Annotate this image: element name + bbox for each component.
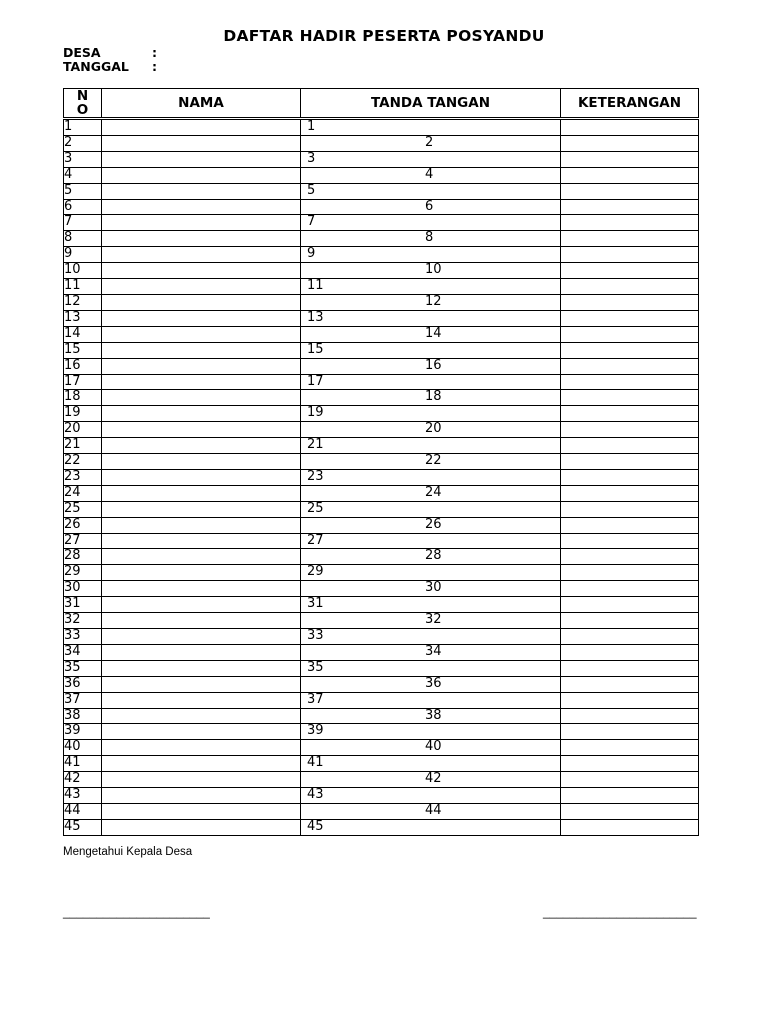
desa-label: DESA <box>63 45 101 60</box>
table-header-row <box>64 89 699 119</box>
row-number: 35 <box>64 660 102 676</box>
keterangan-cell[interactable] <box>561 422 699 438</box>
nama-cell[interactable] <box>102 469 301 485</box>
row-number: 10 <box>64 263 102 279</box>
nama-cell[interactable] <box>102 247 301 263</box>
nama-cell[interactable] <box>102 485 301 501</box>
row-number: 34 <box>64 644 102 660</box>
table-row <box>64 406 699 422</box>
keterangan-cell[interactable] <box>561 390 699 406</box>
tanggal-separator: : <box>152 59 157 74</box>
table-row <box>64 183 699 199</box>
keterangan-cell[interactable] <box>561 740 699 756</box>
keterangan-cell[interactable] <box>561 215 699 231</box>
row-number: 1 <box>64 119 102 136</box>
table-row <box>64 772 699 788</box>
tanda-tangan-cell[interactable]: 36 <box>301 676 561 692</box>
table-row <box>64 231 699 247</box>
keterangan-cell[interactable] <box>561 119 699 136</box>
keterangan-cell[interactable] <box>561 199 699 215</box>
row-number: 9 <box>64 247 102 263</box>
keterangan-cell[interactable] <box>561 517 699 533</box>
keterangan-cell[interactable] <box>561 565 699 581</box>
nama-cell[interactable] <box>102 183 301 199</box>
row-number: 3 <box>64 151 102 167</box>
table-row <box>64 358 699 374</box>
table-row <box>64 581 699 597</box>
row-number: 5 <box>64 183 102 199</box>
tanda-tangan-cell[interactable]: 2 <box>301 135 561 151</box>
nama-cell[interactable] <box>102 231 301 247</box>
table-row <box>64 294 699 310</box>
row-number: 22 <box>64 454 102 470</box>
tanda-tangan-cell[interactable]: 41 <box>301 756 561 772</box>
keterangan-cell[interactable] <box>561 660 699 676</box>
keterangan-cell[interactable] <box>561 358 699 374</box>
attendance-table <box>63 88 699 836</box>
nama-cell[interactable] <box>102 549 301 565</box>
row-number: 16 <box>64 358 102 374</box>
tanda-tangan-cell[interactable]: 45 <box>301 819 561 835</box>
nama-cell[interactable] <box>102 454 301 470</box>
nama-cell[interactable] <box>102 533 301 549</box>
row-number: 23 <box>64 469 102 485</box>
tanda-tangan-cell[interactable]: 17 <box>301 374 561 390</box>
nama-cell[interactable] <box>102 565 301 581</box>
table-row <box>64 565 699 581</box>
keterangan-cell[interactable] <box>561 294 699 310</box>
tanda-tangan-cell[interactable]: 24 <box>301 485 561 501</box>
keterangan-cell[interactable] <box>561 231 699 247</box>
nama-cell[interactable] <box>102 740 301 756</box>
tanda-tangan-cell[interactable]: 20 <box>301 422 561 438</box>
table-row <box>64 342 699 358</box>
table-row <box>64 517 699 533</box>
table-row <box>64 167 699 183</box>
tanda-tangan-cell[interactable]: 31 <box>301 597 561 613</box>
row-number: 29 <box>64 565 102 581</box>
row-number: 15 <box>64 342 102 358</box>
tanda-tangan-cell[interactable]: 32 <box>301 613 561 629</box>
table-row <box>64 803 699 819</box>
tanda-tangan-cell[interactable]: 33 <box>301 629 561 645</box>
row-number: 19 <box>64 406 102 422</box>
keterangan-cell[interactable] <box>561 629 699 645</box>
row-number: 37 <box>64 692 102 708</box>
table-body <box>64 119 699 836</box>
keterangan-cell[interactable] <box>561 454 699 470</box>
row-number: 11 <box>64 279 102 295</box>
nama-cell[interactable] <box>102 135 301 151</box>
keterangan-cell[interactable] <box>561 406 699 422</box>
tanda-tangan-cell[interactable]: 19 <box>301 406 561 422</box>
table-row <box>64 263 699 279</box>
keterangan-cell[interactable] <box>561 374 699 390</box>
keterangan-cell[interactable] <box>561 788 699 804</box>
nama-cell[interactable] <box>102 279 301 295</box>
tanda-tangan-cell[interactable]: 30 <box>301 581 561 597</box>
row-number: 41 <box>64 756 102 772</box>
tanda-tangan-cell[interactable]: 28 <box>301 549 561 565</box>
tanda-tangan-cell[interactable]: 1 <box>301 119 561 136</box>
row-number: 25 <box>64 501 102 517</box>
tanda-tangan-cell[interactable]: 11 <box>301 279 561 295</box>
signature-line-left: ______________________ <box>63 905 210 919</box>
tanda-tangan-cell[interactable]: 40 <box>301 740 561 756</box>
tanda-tangan-cell[interactable]: 13 <box>301 310 561 326</box>
table-row <box>64 279 699 295</box>
keterangan-cell[interactable] <box>561 597 699 613</box>
nama-cell[interactable] <box>102 151 301 167</box>
tanda-tangan-cell[interactable]: 27 <box>301 533 561 549</box>
nama-cell[interactable] <box>102 374 301 390</box>
tanda-tangan-cell[interactable]: 18 <box>301 390 561 406</box>
nama-cell[interactable] <box>102 803 301 819</box>
row-number: 44 <box>64 803 102 819</box>
table-row <box>64 215 699 231</box>
keterangan-cell[interactable] <box>561 613 699 629</box>
keterangan-cell[interactable] <box>561 692 699 708</box>
table-row <box>64 644 699 660</box>
table-row <box>64 533 699 549</box>
header-tanda-tangan: TANDA TANGAN <box>301 89 561 119</box>
keterangan-cell[interactable] <box>561 708 699 724</box>
table-row <box>64 326 699 342</box>
row-number: 40 <box>64 740 102 756</box>
nama-cell[interactable] <box>102 310 301 326</box>
tanda-tangan-cell[interactable]: 23 <box>301 469 561 485</box>
table-row <box>64 310 699 326</box>
table-row <box>64 629 699 645</box>
row-number: 30 <box>64 581 102 597</box>
nama-cell[interactable] <box>102 167 301 183</box>
keterangan-cell[interactable] <box>561 342 699 358</box>
tanda-tangan-cell[interactable]: 25 <box>301 501 561 517</box>
keterangan-cell[interactable] <box>561 326 699 342</box>
tanda-tangan-cell[interactable]: 5 <box>301 183 561 199</box>
tanda-tangan-cell[interactable]: 21 <box>301 438 561 454</box>
keterangan-cell[interactable] <box>561 676 699 692</box>
table-row <box>64 199 699 215</box>
table-row <box>64 454 699 470</box>
keterangan-cell[interactable] <box>561 533 699 549</box>
row-number: 7 <box>64 215 102 231</box>
table-row <box>64 469 699 485</box>
keterangan-cell[interactable] <box>561 263 699 279</box>
keterangan-cell[interactable] <box>561 167 699 183</box>
tanda-tangan-cell[interactable]: 3 <box>301 151 561 167</box>
keterangan-cell[interactable] <box>561 183 699 199</box>
table-row <box>64 660 699 676</box>
tanda-tangan-cell[interactable]: 15 <box>301 342 561 358</box>
nama-cell[interactable] <box>102 358 301 374</box>
keterangan-cell[interactable] <box>561 724 699 740</box>
table-row <box>64 151 699 167</box>
table-row <box>64 676 699 692</box>
nama-cell[interactable] <box>102 772 301 788</box>
row-number: 12 <box>64 294 102 310</box>
keterangan-cell[interactable] <box>561 151 699 167</box>
row-number: 31 <box>64 597 102 613</box>
row-number: 39 <box>64 724 102 740</box>
nama-cell[interactable] <box>102 819 301 835</box>
nama-cell[interactable] <box>102 390 301 406</box>
tanda-tangan-cell[interactable]: 4 <box>301 167 561 183</box>
nama-cell[interactable] <box>102 788 301 804</box>
row-number: 8 <box>64 231 102 247</box>
row-number: 18 <box>64 390 102 406</box>
table-row <box>64 485 699 501</box>
keterangan-cell[interactable] <box>561 549 699 565</box>
table-row <box>64 708 699 724</box>
tanda-tangan-cell[interactable]: 26 <box>301 517 561 533</box>
nama-cell[interactable] <box>102 613 301 629</box>
keterangan-cell[interactable] <box>561 803 699 819</box>
nama-cell[interactable] <box>102 119 301 136</box>
mengetahui-kepala-desa: Mengetahui Kepala Desa <box>63 846 193 858</box>
tanda-tangan-cell[interactable]: 10 <box>301 263 561 279</box>
keterangan-cell[interactable] <box>561 819 699 835</box>
nama-cell[interactable] <box>102 294 301 310</box>
nama-cell[interactable] <box>102 422 301 438</box>
row-number: 21 <box>64 438 102 454</box>
header-no: N O <box>64 89 102 119</box>
keterangan-cell[interactable] <box>561 135 699 151</box>
keterangan-cell[interactable] <box>561 644 699 660</box>
keterangan-cell[interactable] <box>561 438 699 454</box>
row-number: 28 <box>64 549 102 565</box>
tanda-tangan-cell[interactable]: 8 <box>301 231 561 247</box>
nama-cell[interactable] <box>102 215 301 231</box>
table-row <box>64 724 699 740</box>
row-number: 14 <box>64 326 102 342</box>
row-number: 36 <box>64 676 102 692</box>
table-row <box>64 819 699 835</box>
row-number: 32 <box>64 613 102 629</box>
nama-cell[interactable] <box>102 629 301 645</box>
desa-field <box>63 46 157 60</box>
tanda-tangan-cell[interactable]: 43 <box>301 788 561 804</box>
tanda-tangan-cell[interactable]: 6 <box>301 199 561 215</box>
row-number: 13 <box>64 310 102 326</box>
table-row <box>64 692 699 708</box>
row-number: 27 <box>64 533 102 549</box>
header-nama: NAMA <box>102 89 301 119</box>
tanda-tangan-cell[interactable]: 12 <box>301 294 561 310</box>
tanda-tangan-cell[interactable]: 39 <box>301 724 561 740</box>
table-row <box>64 119 699 136</box>
tanda-tangan-cell[interactable]: 38 <box>301 708 561 724</box>
keterangan-cell[interactable] <box>561 501 699 517</box>
nama-cell[interactable] <box>102 692 301 708</box>
row-number: 45 <box>64 819 102 835</box>
row-number: 2 <box>64 135 102 151</box>
keterangan-cell[interactable] <box>561 485 699 501</box>
row-number: 6 <box>64 199 102 215</box>
table-row <box>64 438 699 454</box>
nama-cell[interactable] <box>102 676 301 692</box>
table-row <box>64 135 699 151</box>
row-number: 43 <box>64 788 102 804</box>
table-row <box>64 788 699 804</box>
nama-cell[interactable] <box>102 517 301 533</box>
nama-cell[interactable] <box>102 724 301 740</box>
table-row <box>64 740 699 756</box>
row-number: 38 <box>64 708 102 724</box>
header-keterangan: KETERANGAN <box>561 89 699 119</box>
nama-cell[interactable] <box>102 660 301 676</box>
row-number: 4 <box>64 167 102 183</box>
row-number: 17 <box>64 374 102 390</box>
table-row <box>64 597 699 613</box>
nama-cell[interactable] <box>102 597 301 613</box>
nama-cell[interactable] <box>102 438 301 454</box>
keterangan-cell[interactable] <box>561 581 699 597</box>
tanda-tangan-cell[interactable]: 9 <box>301 247 561 263</box>
row-number: 33 <box>64 629 102 645</box>
tanggal-label: TANGGAL <box>63 59 129 74</box>
tanda-tangan-cell[interactable]: 37 <box>301 692 561 708</box>
nama-cell[interactable] <box>102 501 301 517</box>
tanda-tangan-cell[interactable]: 44 <box>301 803 561 819</box>
row-number: 20 <box>64 422 102 438</box>
table-row <box>64 374 699 390</box>
row-number: 42 <box>64 772 102 788</box>
row-number: 24 <box>64 485 102 501</box>
keterangan-cell[interactable] <box>561 247 699 263</box>
keterangan-cell[interactable] <box>561 310 699 326</box>
table-row <box>64 247 699 263</box>
tanda-tangan-cell[interactable]: 16 <box>301 358 561 374</box>
nama-cell[interactable] <box>102 326 301 342</box>
tanda-tangan-cell[interactable]: 42 <box>301 772 561 788</box>
tanggal-field <box>63 60 157 74</box>
table-row <box>64 501 699 517</box>
document-title: DAFTAR HADIR PESERTA POSYANDU <box>223 27 545 45</box>
keterangan-cell[interactable] <box>561 469 699 485</box>
nama-cell[interactable] <box>102 406 301 422</box>
nama-cell[interactable] <box>102 263 301 279</box>
signature-line-right: _______________________ <box>543 905 697 919</box>
table-row <box>64 613 699 629</box>
nama-cell[interactable] <box>102 581 301 597</box>
nama-cell[interactable] <box>102 708 301 724</box>
nama-cell[interactable] <box>102 199 301 215</box>
tanda-tangan-cell[interactable]: 22 <box>301 454 561 470</box>
desa-separator: : <box>152 45 157 60</box>
table-row <box>64 756 699 772</box>
table-row <box>64 422 699 438</box>
tanda-tangan-cell[interactable]: 29 <box>301 565 561 581</box>
row-number: 26 <box>64 517 102 533</box>
keterangan-cell[interactable] <box>561 279 699 295</box>
tanda-tangan-cell[interactable]: 35 <box>301 660 561 676</box>
tanda-tangan-cell[interactable]: 7 <box>301 215 561 231</box>
nama-cell[interactable] <box>102 756 301 772</box>
table-row <box>64 390 699 406</box>
nama-cell[interactable] <box>102 644 301 660</box>
tanda-tangan-cell[interactable]: 34 <box>301 644 561 660</box>
tanda-tangan-cell[interactable]: 14 <box>301 326 561 342</box>
keterangan-cell[interactable] <box>561 756 699 772</box>
table-row <box>64 549 699 565</box>
keterangan-cell[interactable] <box>561 772 699 788</box>
nama-cell[interactable] <box>102 342 301 358</box>
